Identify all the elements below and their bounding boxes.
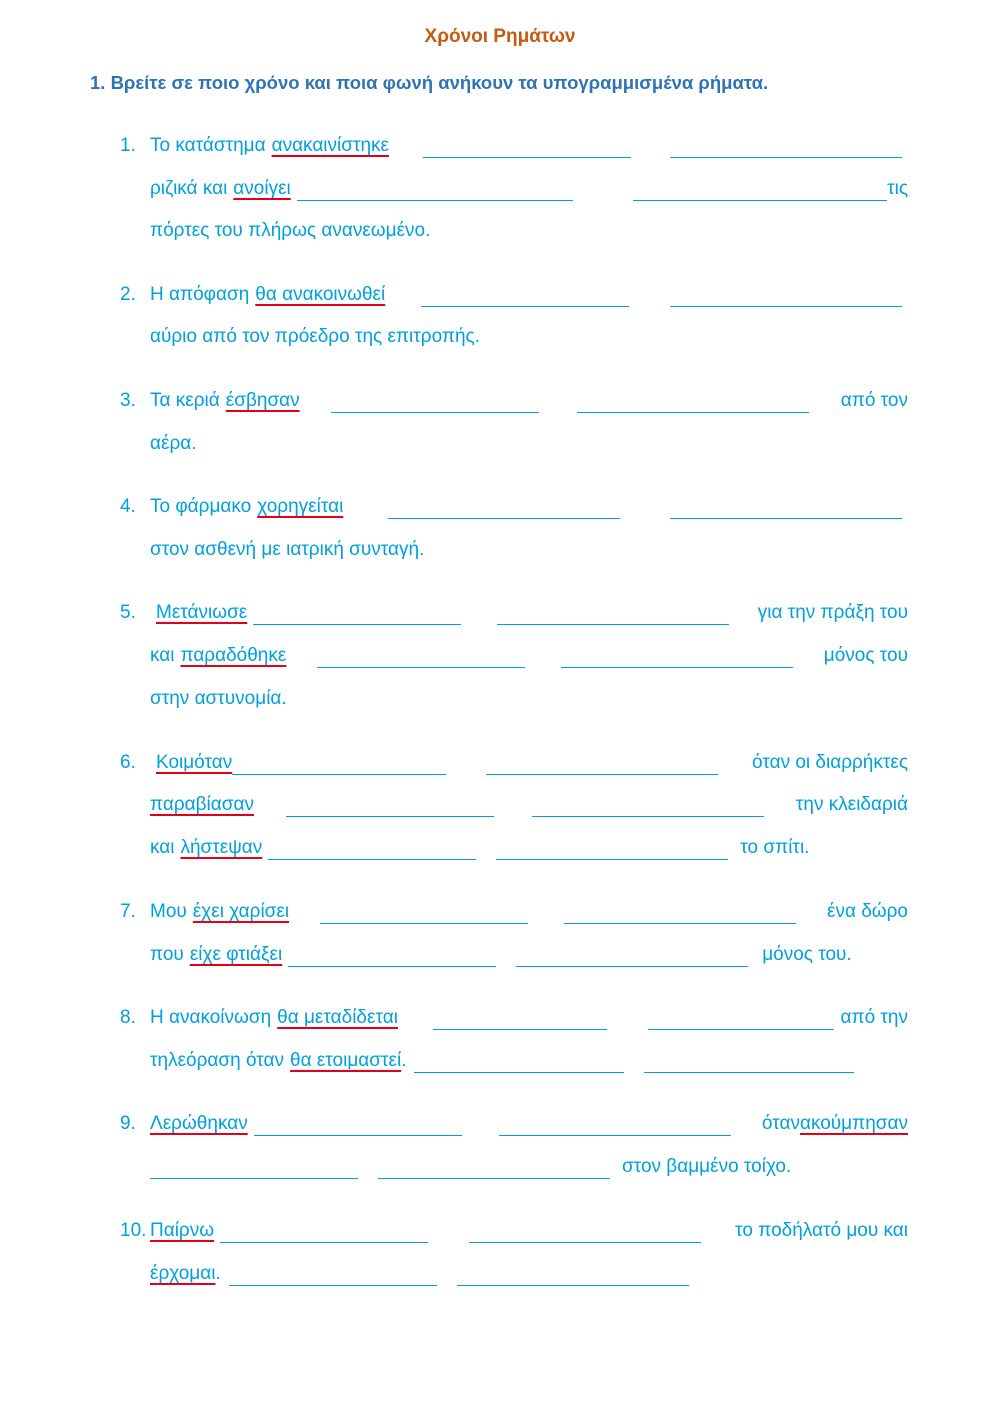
item-text: το σπίτι. (740, 837, 810, 858)
answer-blank-voice[interactable] (499, 1113, 731, 1136)
item-text: Μου (150, 901, 187, 922)
item-number: 1. (120, 135, 136, 156)
item-text: και (150, 837, 175, 858)
item-number: 9. (120, 1113, 136, 1134)
answer-blank-voice[interactable] (644, 1050, 854, 1073)
answer-blank-voice[interactable] (516, 944, 748, 967)
item-text: όταν οι διαρρήκτες (752, 752, 909, 773)
answer-blank-voice[interactable] (457, 1263, 689, 1286)
item-text: στον βαμμένο τοίχο. (622, 1156, 792, 1177)
answer-blank-tense[interactable] (317, 645, 525, 668)
item-number: 6. (120, 752, 136, 773)
answer-blank-tense[interactable] (232, 752, 446, 775)
underlined-verb: ανοίγει (233, 178, 291, 199)
item-text: . (401, 1050, 407, 1071)
item-text: στην αστυνομία. (150, 688, 287, 709)
underlined-verb: Παίρνω (150, 1220, 215, 1241)
item-number: 5. (120, 602, 136, 623)
item-text: ριζικά και (150, 178, 228, 199)
item-text: τις (887, 178, 908, 199)
answer-blank-tense[interactable] (268, 837, 476, 860)
item-number: 2. (120, 284, 136, 305)
item-text: το ποδήλατό μου και (735, 1220, 909, 1241)
item-text: Η ανακοίνωση (150, 1007, 272, 1028)
answer-blank-tense[interactable] (433, 1007, 607, 1030)
underlined-verb: παραβίασαν (150, 794, 254, 815)
item-number: 4. (120, 496, 136, 517)
item-text: ένα δώρο (826, 901, 909, 922)
page-title: Χρόνοι Ρημάτων (424, 26, 576, 47)
answer-blank-voice[interactable] (648, 1007, 834, 1030)
item-text: στον ασθενή με ιατρική συνταγή. (150, 539, 425, 560)
answer-blank-voice[interactable] (561, 645, 793, 668)
underlined-verb: έχει χαρίσει (192, 901, 290, 922)
answer-blank-voice[interactable] (378, 1156, 610, 1179)
answer-blank-voice[interactable] (577, 390, 809, 413)
underlined-verb: ακούμπησαν (799, 1113, 908, 1134)
answer-blank-voice[interactable] (670, 284, 902, 307)
answer-blank-tense[interactable] (288, 944, 496, 967)
answer-blank-tense[interactable] (388, 496, 620, 519)
item-text: Το φάρμακο (150, 496, 252, 517)
item-text: . (215, 1263, 221, 1284)
underlined-verb: Μετάνιωσε (156, 602, 248, 623)
item-number: 10. (120, 1220, 147, 1241)
answer-blank-tense[interactable] (229, 1263, 437, 1286)
answer-blank-tense[interactable] (423, 135, 631, 158)
answer-blank-tense[interactable] (220, 1220, 428, 1243)
item-text: αύριο από τον πρόεδρο της επιτροπής. (150, 326, 480, 347)
answer-blank-voice[interactable] (670, 496, 902, 519)
underlined-verb: είχε φτιάξει (189, 944, 283, 965)
item-text: όταν (761, 1113, 800, 1134)
answer-blank-voice[interactable] (670, 135, 902, 158)
answer-blank-tense[interactable] (421, 284, 629, 307)
underlined-verb: ανακαινίστηκε (271, 135, 390, 156)
underlined-verb: θα ετοιμαστεί (290, 1050, 402, 1071)
answer-blank-tense[interactable] (414, 1050, 624, 1073)
item-text: μόνος του. (762, 944, 852, 965)
item-text: και (150, 645, 175, 666)
item-text: Τα κεριά (150, 390, 220, 411)
underlined-verb: λήστεψαν (180, 837, 263, 858)
answer-blank-tense[interactable] (286, 794, 494, 817)
item-text: Το κατάστημα (150, 135, 266, 156)
item-text: για την πράξη του (757, 602, 909, 623)
item-text: Η απόφαση (150, 284, 250, 305)
answer-blank-tense[interactable] (297, 178, 573, 201)
underlined-verb: Λερώθηκαν (150, 1113, 248, 1134)
item-text: που (150, 944, 184, 965)
underlined-verb: θα μεταδίδεται (277, 1007, 398, 1028)
answer-blank-tense[interactable] (254, 1113, 462, 1136)
answer-blank-tense[interactable] (253, 602, 461, 625)
answer-blank-voice[interactable] (564, 901, 796, 924)
answer-blank-voice[interactable] (469, 1220, 701, 1243)
answer-blank-tense[interactable] (331, 390, 539, 413)
item-text: από τον (840, 390, 908, 411)
answer-blank-voice[interactable] (532, 794, 764, 817)
underlined-verb: Κοιμόταν (156, 752, 233, 773)
answer-blank-voice[interactable] (486, 752, 718, 775)
item-text: μόνος του (823, 645, 908, 666)
underlined-verb: χορηγείται (257, 496, 344, 517)
underlined-verb: θα ανακοινωθεί (255, 284, 386, 305)
item-text: τηλεόραση όταν (150, 1050, 284, 1071)
answer-blank-voice[interactable] (496, 837, 728, 860)
underlined-verb: παραδόθηκε (180, 645, 287, 666)
item-text: από την (840, 1007, 908, 1028)
underlined-verb: έσβησαν (225, 390, 300, 411)
answer-blank-voice[interactable] (633, 178, 887, 201)
item-number: 7. (120, 901, 136, 922)
item-number: 3. (120, 390, 136, 411)
exercise-instruction: 1. Βρείτε σε ποιο χρόνο και ποια φωνή ανήκουν τα υπογραμμισμένα ρήματα. (90, 72, 769, 93)
answer-blank-tense[interactable] (320, 901, 528, 924)
item-number: 8. (120, 1007, 136, 1028)
item-text: την κλειδαριά (795, 794, 908, 815)
underlined-verb: έρχομαι (150, 1263, 216, 1284)
answer-blank-tense[interactable] (150, 1156, 358, 1179)
item-text: πόρτες του πλήρως ανανεωμένο. (150, 220, 431, 241)
answer-blank-voice[interactable] (497, 602, 729, 625)
item-text: αέρα. (150, 433, 197, 454)
